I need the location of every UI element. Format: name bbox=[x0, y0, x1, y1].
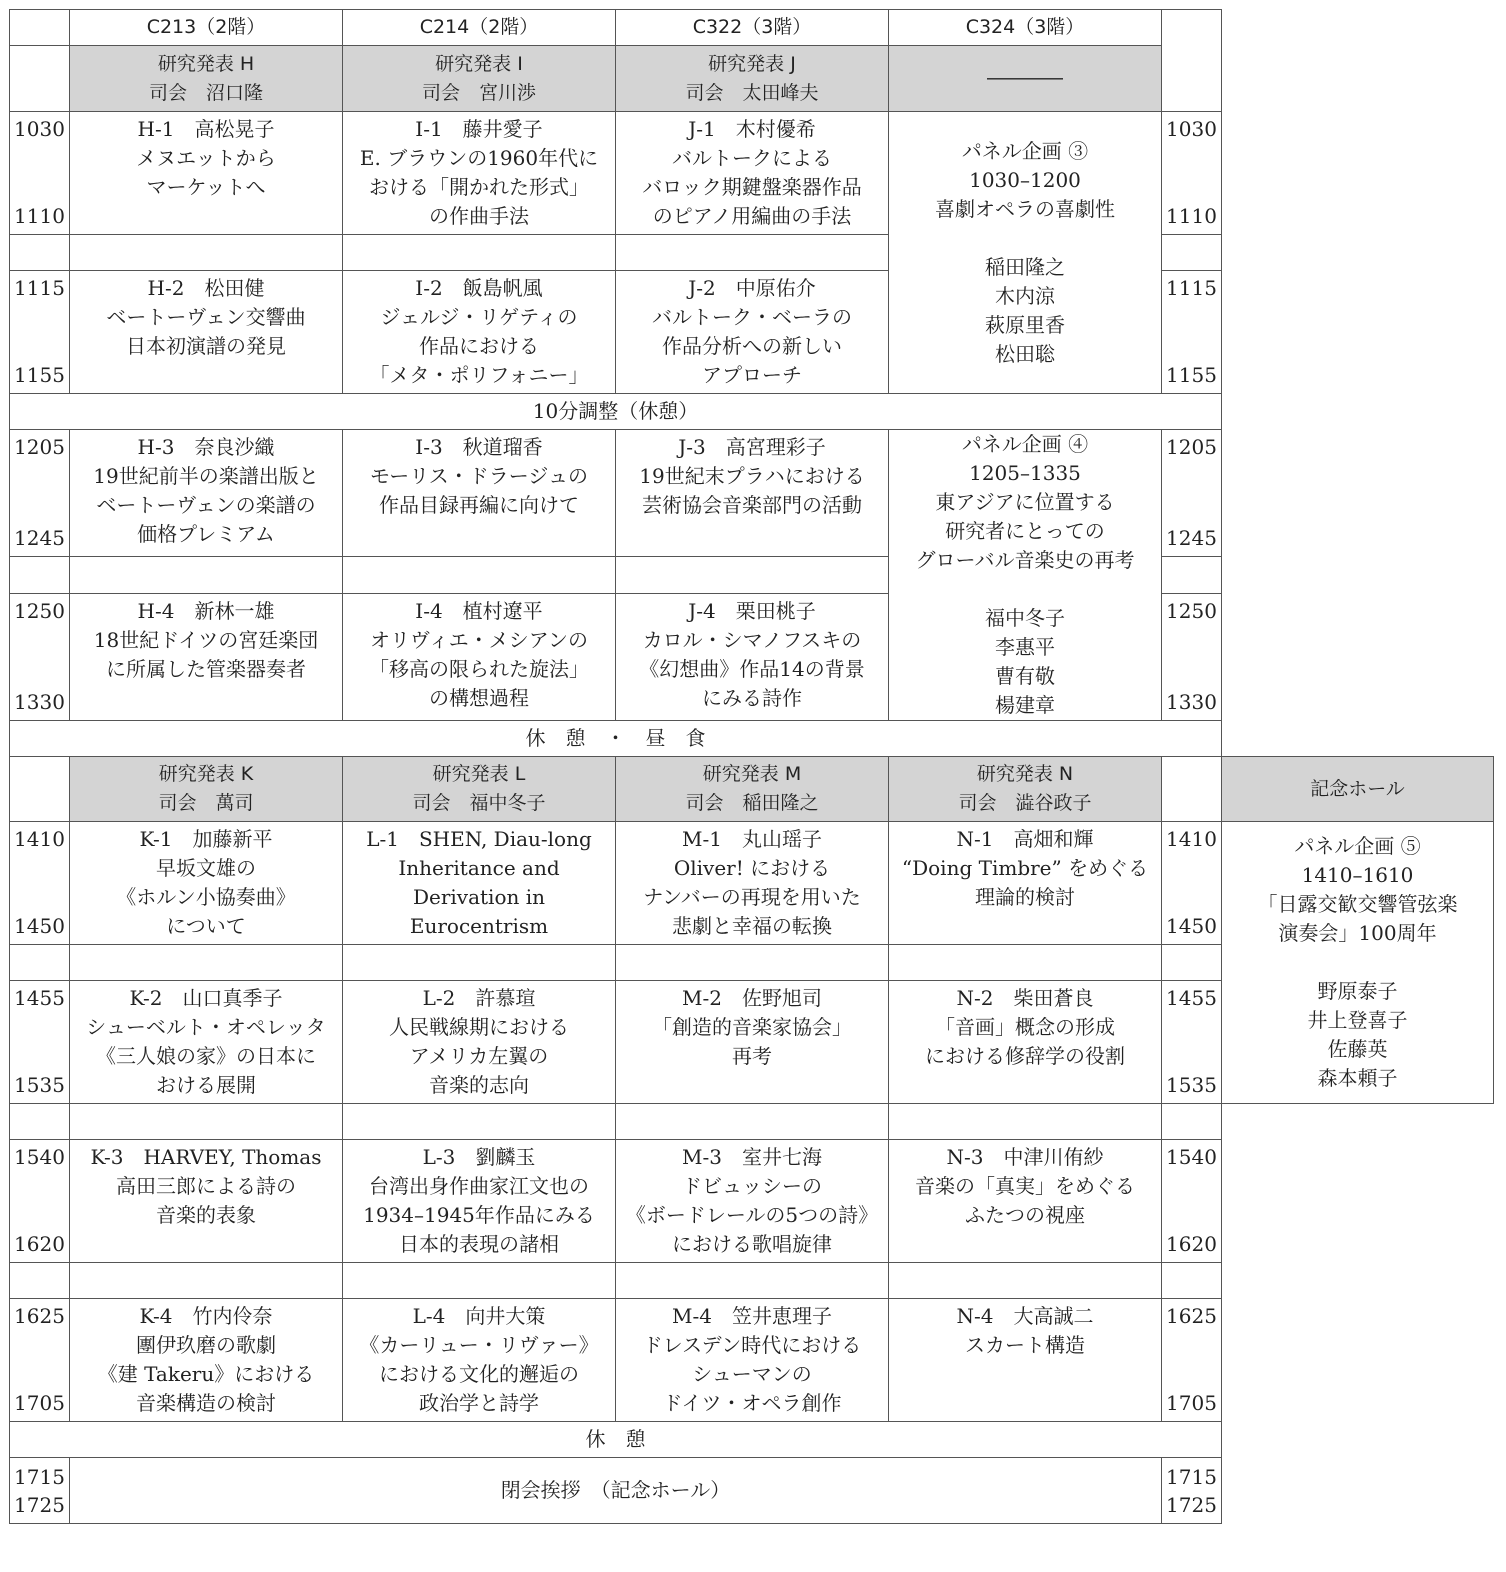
title-line: モーリス・ドラージュの bbox=[370, 464, 588, 488]
title-line: 團伊玖磨の歌劇 bbox=[136, 1333, 276, 1357]
presentation-cell bbox=[616, 1140, 889, 1263]
session-chair: 司会 宮川渉 bbox=[421, 81, 536, 104]
end-time: 1725 bbox=[14, 1492, 65, 1517]
gap-cell bbox=[70, 235, 343, 271]
gap-cell bbox=[10, 1104, 70, 1140]
time-cell bbox=[10, 112, 70, 235]
gap-cell bbox=[343, 1263, 616, 1299]
title-line: Oliver! における bbox=[673, 856, 831, 880]
session-header bbox=[70, 757, 343, 822]
lunch-band bbox=[10, 721, 1222, 757]
presentation-cell bbox=[343, 271, 616, 394]
panel-member: 萩原里香 bbox=[985, 312, 1065, 337]
title-line: おける「開かれた形式」 bbox=[369, 175, 589, 199]
presenter-line: J-1 木村優希 bbox=[688, 117, 816, 141]
time-cell bbox=[1162, 112, 1222, 235]
title-line: 1934–1945年作品にみる bbox=[363, 1203, 595, 1227]
start-time: 1455 bbox=[1166, 986, 1217, 1010]
gap-cell bbox=[1162, 235, 1222, 271]
title-line: 18世紀ドイツの宮廷楽団 bbox=[93, 628, 319, 653]
panel-theme: 演奏会」100周年 bbox=[1278, 921, 1437, 945]
title-line: 作品における bbox=[419, 334, 539, 358]
session-header bbox=[889, 757, 1162, 822]
panel-member: 佐藤英 bbox=[1327, 1037, 1388, 1061]
presenter-line: H-2 松田健 bbox=[147, 276, 265, 300]
title-line: における修辞学の役割 bbox=[925, 1044, 1125, 1068]
presenter-line: L-3 劉麟玉 bbox=[422, 1145, 536, 1169]
room-name: C322（3階） bbox=[616, 10, 889, 46]
presenter-line: K-1 加藤新平 bbox=[139, 827, 273, 851]
gap-cell bbox=[70, 1263, 343, 1299]
title-line: 《幻想曲》作品14の背景 bbox=[639, 657, 865, 682]
presentation-cell bbox=[70, 594, 343, 721]
end-time: 1330 bbox=[1166, 690, 1217, 714]
title-line: 台湾出身作曲家江文也の bbox=[369, 1174, 589, 1198]
title-line: 「創造的音楽家協会」 bbox=[652, 1015, 852, 1039]
presenter-line: L-4 向井大策 bbox=[412, 1304, 546, 1328]
presenter-line: K-4 竹内伶奈 bbox=[139, 1304, 273, 1328]
panel-theme: 「日露交歓交響管弦楽 bbox=[1257, 892, 1458, 916]
gap-cell bbox=[343, 235, 616, 271]
corner-cell bbox=[10, 757, 70, 822]
title-line: アメリカ左翼の bbox=[409, 1044, 549, 1068]
presenter-line: K-3 HARVEY, Thomas bbox=[90, 1145, 322, 1169]
title-line: オリヴィエ・メシアンの bbox=[370, 628, 588, 653]
panel-time: 1205–1335 bbox=[969, 461, 1081, 485]
title-line: スカート構造 bbox=[965, 1333, 1085, 1357]
title-line: 早坂文雄の bbox=[156, 856, 256, 880]
start-time: 1115 bbox=[14, 276, 65, 300]
session-title: ―――― bbox=[987, 67, 1063, 89]
title-line: 「移高の限られた旋法」 bbox=[369, 657, 589, 682]
time-cell bbox=[1162, 1140, 1222, 1263]
title-line: カロル・シマノフスキの bbox=[642, 628, 862, 653]
room-header-row bbox=[10, 10, 1494, 46]
title-line: 日本的表現の諸相 bbox=[399, 1232, 559, 1256]
title-line: バルトーク・ベーラの bbox=[652, 305, 852, 329]
title-line: における文化的邂逅の bbox=[379, 1362, 579, 1386]
title-line: Derivation in bbox=[412, 885, 546, 909]
panel-member: 松田聡 bbox=[995, 341, 1055, 366]
gap-cell bbox=[1162, 1104, 1222, 1140]
start-time: 1410 bbox=[1166, 827, 1217, 851]
gap-cell bbox=[70, 1104, 343, 1140]
corner-cell bbox=[1162, 757, 1222, 822]
title-line: 《三人娘の家》の日本に bbox=[96, 1044, 316, 1068]
title-line: 「音画」概念の形成 bbox=[935, 1015, 1115, 1039]
end-time: 1705 bbox=[1166, 1391, 1217, 1415]
presentation-cell bbox=[889, 822, 1162, 945]
title-line: 芸術協会音楽部門の活動 bbox=[642, 493, 862, 517]
title-line: “Doing Timbre” をめぐる bbox=[901, 856, 1149, 880]
panel-member: 木内涼 bbox=[995, 283, 1055, 308]
end-time: 1245 bbox=[14, 525, 65, 550]
presentation-cell bbox=[889, 1140, 1162, 1263]
panel-member: 稲田隆之 bbox=[985, 254, 1065, 279]
end-time: 1330 bbox=[14, 690, 65, 714]
title-line: 人民戦線期における bbox=[389, 1015, 569, 1039]
time-cell bbox=[10, 1140, 70, 1263]
room-name: C324（3階） bbox=[889, 10, 1162, 46]
gap-cell bbox=[70, 556, 343, 593]
title-line: ナンバーの再現を用いた bbox=[643, 885, 861, 909]
session-title: 研究発表 I bbox=[435, 52, 523, 75]
title-line: 日本初演譜の発見 bbox=[126, 334, 286, 358]
time-cell bbox=[10, 430, 70, 557]
panel-cell bbox=[1222, 822, 1494, 1104]
title-line: 悲劇と幸福の転換 bbox=[672, 914, 832, 938]
gap-cell bbox=[889, 945, 1162, 981]
gap-cell bbox=[10, 1263, 70, 1299]
presentation-cell bbox=[343, 1140, 616, 1263]
schedule-table bbox=[9, 9, 1494, 1524]
title-line: 音楽的表象 bbox=[156, 1203, 256, 1227]
gap-cell bbox=[70, 945, 343, 981]
title-line: 19世紀末プラハにおける bbox=[639, 464, 865, 488]
presenter-line: M-3 室井七海 bbox=[682, 1145, 822, 1169]
presenter-line: M-4 笠井恵理子 bbox=[672, 1304, 832, 1328]
title-line: について bbox=[166, 914, 246, 938]
panel-member: 森本頼子 bbox=[1317, 1066, 1398, 1090]
session-chair: 司会 萬司 bbox=[158, 792, 254, 814]
panel-member: 福中冬子 bbox=[985, 606, 1065, 630]
title-line: に所属した管楽器奏者 bbox=[106, 657, 306, 682]
presenter-line: I-3 秋道瑠香 bbox=[415, 435, 543, 459]
presentation-cell bbox=[343, 112, 616, 235]
presenter-line: N-1 高畑和輝 bbox=[956, 827, 1094, 851]
title-line: おける展開 bbox=[156, 1073, 256, 1097]
end-time: 1705 bbox=[14, 1391, 65, 1415]
gap-cell bbox=[616, 1104, 889, 1140]
session-title: 研究発表 N bbox=[976, 763, 1074, 785]
title-line: 音楽の「真実」をめぐる bbox=[915, 1174, 1135, 1198]
time-cell bbox=[10, 1458, 70, 1524]
closing-label: 閉会挨拶 （記念ホール） bbox=[500, 1478, 731, 1502]
title-line: 音楽構造の検討 bbox=[136, 1391, 276, 1415]
lunch-label: 休 憩 ・ 昼 食 bbox=[525, 726, 706, 750]
session-title: 研究発表 M bbox=[702, 763, 802, 785]
title-line: Inheritance and bbox=[398, 856, 560, 880]
panel-title: パネル企画 ③ bbox=[961, 138, 1089, 163]
end-time: 1110 bbox=[14, 204, 65, 228]
session-title: 研究発表 L bbox=[432, 763, 526, 785]
closing-cell bbox=[70, 1458, 1162, 1524]
presenter-line: M-2 佐野旭司 bbox=[682, 986, 822, 1010]
presentation-cell bbox=[616, 1299, 889, 1422]
end-time: 1155 bbox=[1166, 363, 1217, 387]
presenter-line: I-1 藤井愛子 bbox=[415, 117, 543, 141]
title-line: E. ブラウンの1960年代に bbox=[359, 146, 599, 170]
presentation-cell bbox=[70, 112, 343, 235]
presenter-line: H-1 高松晃子 bbox=[137, 117, 275, 141]
time-cell bbox=[10, 822, 70, 945]
end-time: 1535 bbox=[1166, 1073, 1217, 1097]
gap-cell bbox=[1162, 945, 1222, 981]
panel-theme: 研究者にとっての bbox=[945, 519, 1105, 543]
title-line: 音楽的志向 bbox=[429, 1073, 529, 1097]
title-line: ドレスデン時代における bbox=[642, 1333, 862, 1357]
panel-title: パネル企画 ⑤ bbox=[1294, 834, 1421, 858]
presentation-cell bbox=[889, 981, 1162, 1104]
presentation-cell bbox=[616, 594, 889, 721]
title-line: 作品分析への新しい bbox=[662, 334, 842, 358]
presenter-line: H-4 新林一雄 bbox=[137, 599, 275, 624]
gap-cell bbox=[343, 1104, 616, 1140]
gap-cell bbox=[10, 945, 70, 981]
presentation-cell bbox=[343, 1299, 616, 1422]
end-time: 1535 bbox=[14, 1073, 65, 1097]
empty-area bbox=[1222, 1140, 1494, 1524]
title-line: 《カーリュー・リヴァー》 bbox=[359, 1333, 599, 1357]
presentation-cell bbox=[70, 1299, 343, 1422]
title-line: 《建 Takeru》における bbox=[97, 1362, 315, 1386]
gap-cell bbox=[889, 1263, 1162, 1299]
session-chair: 司会 稲田隆之 bbox=[685, 792, 819, 814]
title-line: 「メタ・ポリフォニー」 bbox=[369, 363, 589, 387]
gap-cell bbox=[1162, 1263, 1222, 1299]
presenter-line: M-1 丸山瑶子 bbox=[682, 827, 822, 851]
panel-member: 井上登喜子 bbox=[1307, 1008, 1408, 1032]
title-line: の構想過程 bbox=[429, 686, 529, 711]
presenter-line: J-2 中原佑介 bbox=[688, 276, 816, 300]
session-header-row bbox=[10, 757, 1494, 822]
empty-area bbox=[1222, 1104, 1494, 1140]
title-line: 《ホルン小協奏曲》 bbox=[116, 885, 296, 909]
presentation-cell bbox=[889, 1299, 1162, 1422]
session-title: 研究発表 J bbox=[708, 52, 796, 75]
rest-label: 休 憩 bbox=[585, 1427, 646, 1451]
presentation-cell bbox=[343, 594, 616, 721]
title-line: ジェルジ・リゲティの bbox=[380, 305, 578, 329]
rest-band bbox=[10, 1422, 1222, 1458]
slot-row bbox=[10, 1140, 1494, 1263]
panel-theme: 喜劇オペラの喜劇性 bbox=[935, 196, 1115, 221]
title-line: ドイツ・オペラ創作 bbox=[662, 1391, 842, 1415]
gap-row bbox=[10, 1104, 1494, 1140]
time-cell bbox=[1162, 430, 1222, 557]
session-header bbox=[343, 757, 616, 822]
start-time: 1030 bbox=[14, 117, 65, 141]
break-band bbox=[10, 394, 1222, 430]
panel-title: パネル企画 ④ bbox=[961, 432, 1089, 456]
title-line: ベートーヴェン交響曲 bbox=[106, 305, 306, 329]
title-line: メヌエットから bbox=[136, 146, 276, 170]
gap-cell bbox=[10, 556, 70, 593]
gap-cell bbox=[889, 1104, 1162, 1140]
start-time: 1250 bbox=[14, 599, 65, 624]
line-spacer bbox=[1222, 948, 1493, 977]
presentation-cell bbox=[343, 822, 616, 945]
title-line: のピアノ用編曲の手法 bbox=[652, 204, 852, 228]
title-line: シューマンの bbox=[692, 1362, 812, 1386]
start-time: 1715 bbox=[1166, 1464, 1217, 1489]
presentation-cell bbox=[70, 271, 343, 394]
session-chair: 司会 澁谷政子 bbox=[958, 792, 1092, 814]
title-line: ベートーヴェンの楽譜の bbox=[96, 493, 316, 517]
title-line: ドビュッシーの bbox=[682, 1174, 822, 1198]
start-time: 1540 bbox=[14, 1145, 65, 1169]
title-line: 再考 bbox=[732, 1044, 772, 1068]
start-time: 1625 bbox=[1166, 1304, 1217, 1328]
panel-cell bbox=[889, 430, 1162, 721]
session-chair: 司会 福中冬子 bbox=[412, 792, 546, 814]
time-cell bbox=[1162, 1299, 1222, 1422]
gap-cell bbox=[616, 945, 889, 981]
presentation-cell bbox=[616, 112, 889, 235]
presenter-line: K-2 山口真季子 bbox=[129, 986, 283, 1010]
start-time: 1205 bbox=[1166, 435, 1217, 459]
title-line: 政治学と詩学 bbox=[419, 1391, 539, 1415]
start-time: 1455 bbox=[14, 986, 65, 1010]
time-cell bbox=[1162, 1458, 1222, 1524]
gap-cell bbox=[1162, 556, 1222, 593]
line-spacer bbox=[889, 224, 1161, 253]
presentation-cell bbox=[70, 981, 343, 1104]
title-line: バルトークによる bbox=[672, 146, 832, 170]
presenter-line: N-4 大高誠二 bbox=[956, 1304, 1094, 1328]
gap-cell bbox=[343, 945, 616, 981]
presentation-cell bbox=[616, 981, 889, 1104]
title-line: バロック期鍵盤楽器作品 bbox=[642, 175, 862, 199]
title-line: アプローチ bbox=[702, 363, 802, 387]
break-label: 10分調整（休憩） bbox=[532, 399, 699, 423]
start-time: 1410 bbox=[14, 827, 65, 851]
start-time: 1205 bbox=[14, 435, 65, 459]
gap-cell bbox=[343, 556, 616, 593]
end-time: 1245 bbox=[1166, 525, 1217, 550]
presenter-line: N-3 中津川侑紗 bbox=[946, 1145, 1104, 1169]
room-name: C213（2階） bbox=[70, 10, 343, 46]
start-time: 1030 bbox=[1166, 117, 1217, 141]
title-line: にみる詩作 bbox=[702, 686, 802, 711]
presenter-line: H-3 奈良沙織 bbox=[137, 435, 275, 459]
title-line: における歌唱旋律 bbox=[672, 1232, 832, 1256]
time-cell bbox=[1162, 981, 1222, 1104]
title-line: 高田三郎による詩の bbox=[116, 1174, 296, 1198]
start-time: 1250 bbox=[1166, 599, 1217, 624]
session-header bbox=[616, 46, 889, 112]
gap-cell bbox=[616, 1263, 889, 1299]
hall-header bbox=[1222, 757, 1494, 822]
time-cell bbox=[10, 1299, 70, 1422]
panel-member: 李惠平 bbox=[995, 635, 1055, 659]
gap-cell bbox=[10, 235, 70, 271]
presentation-cell bbox=[616, 822, 889, 945]
slot-row bbox=[10, 822, 1494, 945]
presenter-line: I-4 植村遼平 bbox=[415, 599, 543, 624]
start-time: 1625 bbox=[14, 1304, 65, 1328]
title-line: の作曲手法 bbox=[429, 204, 529, 228]
title-line: Eurocentrism bbox=[409, 914, 549, 938]
presentation-cell bbox=[70, 822, 343, 945]
corner-cell bbox=[10, 10, 70, 46]
end-time: 1155 bbox=[14, 363, 65, 387]
presenter-line: L-1 SHEN, Diau-long bbox=[366, 827, 592, 851]
title-line: 作品目録再編に向けて bbox=[379, 493, 579, 517]
session-header bbox=[343, 46, 616, 112]
session-title: 研究発表 K bbox=[158, 763, 254, 785]
end-time: 1620 bbox=[14, 1232, 65, 1256]
time-cell bbox=[1162, 594, 1222, 721]
end-time: 1725 bbox=[1166, 1492, 1217, 1517]
title-line: 理論的検討 bbox=[975, 885, 1075, 909]
title-line: ふたつの視座 bbox=[965, 1203, 1085, 1227]
title-line: 《ボードレールの5つの詩》 bbox=[625, 1203, 879, 1227]
time-cell bbox=[1162, 271, 1222, 394]
panel-theme: グローバル音楽史の再考 bbox=[915, 548, 1135, 572]
end-time: 1620 bbox=[1166, 1232, 1217, 1256]
presenter-line: L-2 許慕瑄 bbox=[422, 986, 536, 1010]
end-time: 1450 bbox=[14, 914, 65, 938]
corner-cell bbox=[1162, 10, 1222, 112]
start-time: 1540 bbox=[1166, 1145, 1217, 1169]
presenter-line: J-4 栗田桃子 bbox=[688, 599, 816, 624]
start-time: 1115 bbox=[1166, 276, 1217, 300]
presenter-line: I-2 飯島帆風 bbox=[415, 276, 543, 300]
session-chair: 司会 太田峰夫 bbox=[685, 81, 819, 104]
line-spacer bbox=[889, 575, 1161, 604]
hall-name: 記念ホール bbox=[1310, 777, 1405, 800]
panel-member: 野原泰子 bbox=[1317, 979, 1398, 1003]
time-cell bbox=[1162, 822, 1222, 945]
gap-cell bbox=[616, 556, 889, 593]
presentation-cell bbox=[70, 1140, 343, 1263]
time-cell bbox=[10, 271, 70, 394]
title-line: マーケットへ bbox=[146, 175, 266, 199]
panel-cell bbox=[889, 112, 1162, 394]
session-header bbox=[70, 46, 343, 112]
title-line: 価格プレミアム bbox=[137, 522, 275, 546]
corner-cell bbox=[10, 46, 70, 112]
start-time: 1715 bbox=[14, 1464, 65, 1489]
presentation-cell bbox=[616, 430, 889, 557]
presenter-line: J-3 高宮理彩子 bbox=[678, 435, 826, 459]
time-cell bbox=[10, 981, 70, 1104]
presentation-cell bbox=[70, 430, 343, 557]
session-header bbox=[889, 46, 1162, 112]
panel-member: 楊建章 bbox=[995, 693, 1055, 717]
presentation-cell bbox=[343, 981, 616, 1104]
title-line: シューベルト・オペレッタ bbox=[86, 1015, 326, 1039]
panel-time: 1030–1200 bbox=[969, 167, 1081, 192]
panel-time: 1410–1610 bbox=[1301, 863, 1414, 887]
time-cell bbox=[10, 594, 70, 721]
panel-member: 曹有敬 bbox=[995, 664, 1055, 688]
room-name: C214（2階） bbox=[343, 10, 616, 46]
end-time: 1450 bbox=[1166, 914, 1217, 938]
end-time: 1110 bbox=[1166, 204, 1217, 228]
session-title: 研究発表 H bbox=[157, 52, 255, 75]
title-line: 19世紀前半の楽譜出版と bbox=[93, 464, 319, 488]
presenter-line: N-2 柴田蒼良 bbox=[956, 986, 1094, 1010]
presentation-cell bbox=[343, 430, 616, 557]
panel-theme: 東アジアに位置する bbox=[935, 490, 1115, 514]
empty-area bbox=[1222, 10, 1494, 757]
gap-cell bbox=[616, 235, 889, 271]
presentation-cell bbox=[616, 271, 889, 394]
session-chair: 司会 沼口隆 bbox=[148, 81, 263, 104]
session-header bbox=[616, 757, 889, 822]
